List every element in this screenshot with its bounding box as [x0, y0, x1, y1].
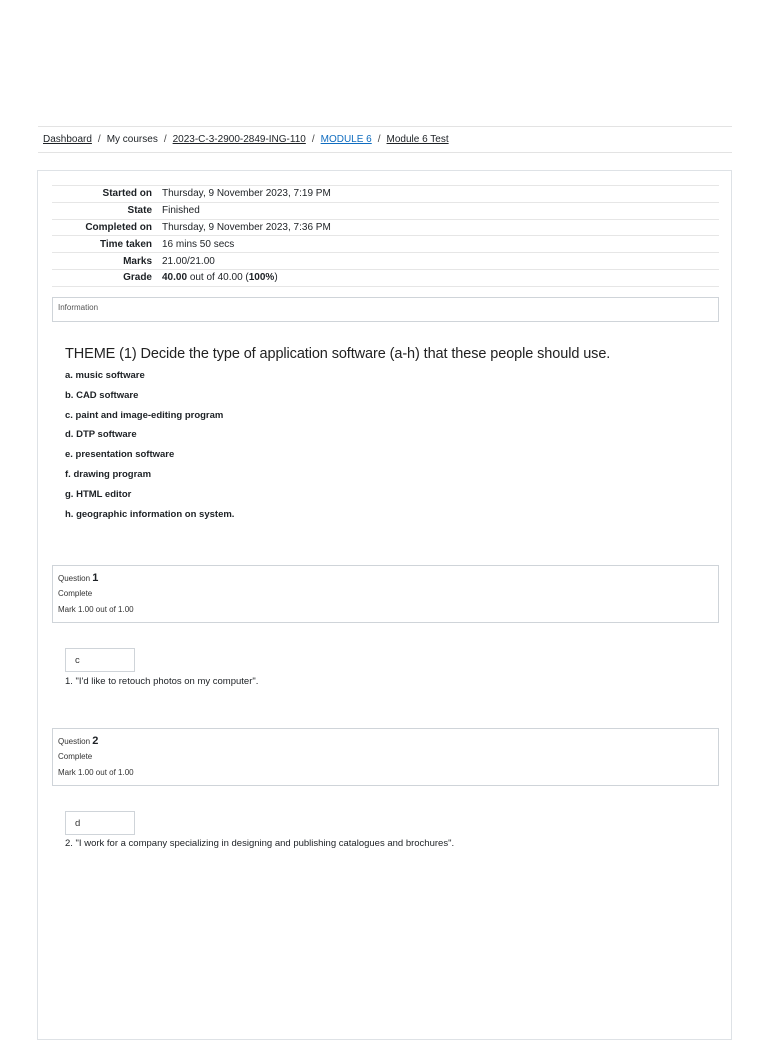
breadcrumb-test-link[interactable]: Module 6 Test	[386, 134, 449, 145]
summary-label: Marks	[123, 255, 152, 267]
breadcrumb-module-link[interactable]: MODULE 6	[320, 134, 372, 145]
summary-row	[52, 253, 719, 270]
question-status: Complete	[58, 752, 93, 761]
question-number: 1	[92, 572, 99, 584]
theme-block	[65, 346, 705, 527]
question-2-info	[52, 728, 719, 786]
option-item: b. CAD software	[65, 389, 139, 401]
question-mark: Mark 1.00 out of 1.00	[58, 605, 134, 614]
question-number-line	[58, 570, 713, 586]
summary-value: 16 mins 50 secs	[162, 238, 235, 250]
option-item: d. DTP software	[65, 429, 137, 441]
breadcrumb-separator: /	[311, 134, 315, 145]
breadcrumb-separator: /	[377, 134, 381, 145]
breadcrumb-my-courses: My courses	[106, 134, 158, 145]
question-status: Complete	[58, 589, 93, 598]
grade-percent: 100%	[248, 272, 275, 284]
grade-close: )	[274, 272, 278, 284]
question-number: 2	[92, 735, 99, 747]
summary-label: Started on	[102, 188, 152, 200]
question-number-line	[58, 733, 713, 749]
grade-score: 40.00	[162, 272, 188, 284]
option-item: c. paint and image-editing program	[65, 409, 224, 421]
breadcrumb-course-link[interactable]: 2023-C-3-2900-2849-ING-110	[172, 134, 306, 145]
option-item: h. geographic information on system.	[65, 508, 235, 520]
question-mark: Mark 1.00 out of 1.00	[58, 768, 134, 777]
attempt-summary-table	[52, 185, 719, 287]
question-1-answer-field[interactable]: c	[65, 648, 135, 672]
option-item: f. drawing program	[65, 468, 152, 480]
information-label: Information	[58, 303, 99, 312]
breadcrumb-dashboard-link[interactable]: Dashboard	[43, 134, 92, 145]
question-2-answer-field[interactable]: d	[65, 811, 135, 835]
question-prefix: Question	[58, 737, 91, 746]
question-2-text: 2. "I work for a company specializing in designing and publishing catalogues and brochures".	[65, 838, 455, 849]
summary-value: Thursday, 9 November 2023, 7:36 PM	[162, 221, 331, 233]
grade-value	[157, 269, 719, 286]
grade-out-of: out of 40.00 (	[189, 272, 249, 284]
summary-label: Completed on	[85, 221, 152, 233]
quiz-review-region	[37, 170, 732, 1040]
information-box	[52, 297, 719, 322]
summary-value: 21.00/21.00	[162, 255, 215, 267]
option-item: g. HTML editor	[65, 488, 132, 500]
summary-value: Thursday, 9 November 2023, 7:19 PM	[162, 188, 331, 200]
summary-row	[52, 236, 719, 253]
breadcrumb-separator: /	[97, 134, 101, 145]
breadcrumb-separator: /	[163, 134, 167, 145]
summary-value: Finished	[162, 205, 200, 217]
summary-label: State	[127, 205, 152, 217]
option-item: e. presentation software	[65, 449, 175, 461]
summary-row	[52, 186, 719, 203]
question-1-text: 1. "I'd like to retouch photos on my computer".	[65, 676, 259, 687]
question-1-info	[52, 565, 719, 623]
summary-row	[52, 202, 719, 219]
question-prefix: Question	[58, 574, 91, 583]
breadcrumb	[38, 126, 732, 153]
grade-label: Grade	[123, 272, 152, 284]
option-list	[65, 369, 705, 527]
theme-title: THEME (1) Decide the type of application software (a-h) that these people should use.	[65, 346, 611, 362]
summary-row	[52, 219, 719, 236]
summary-label: Time taken	[99, 238, 152, 250]
summary-row-grade	[52, 269, 719, 286]
option-item: a. music software	[65, 370, 145, 381]
